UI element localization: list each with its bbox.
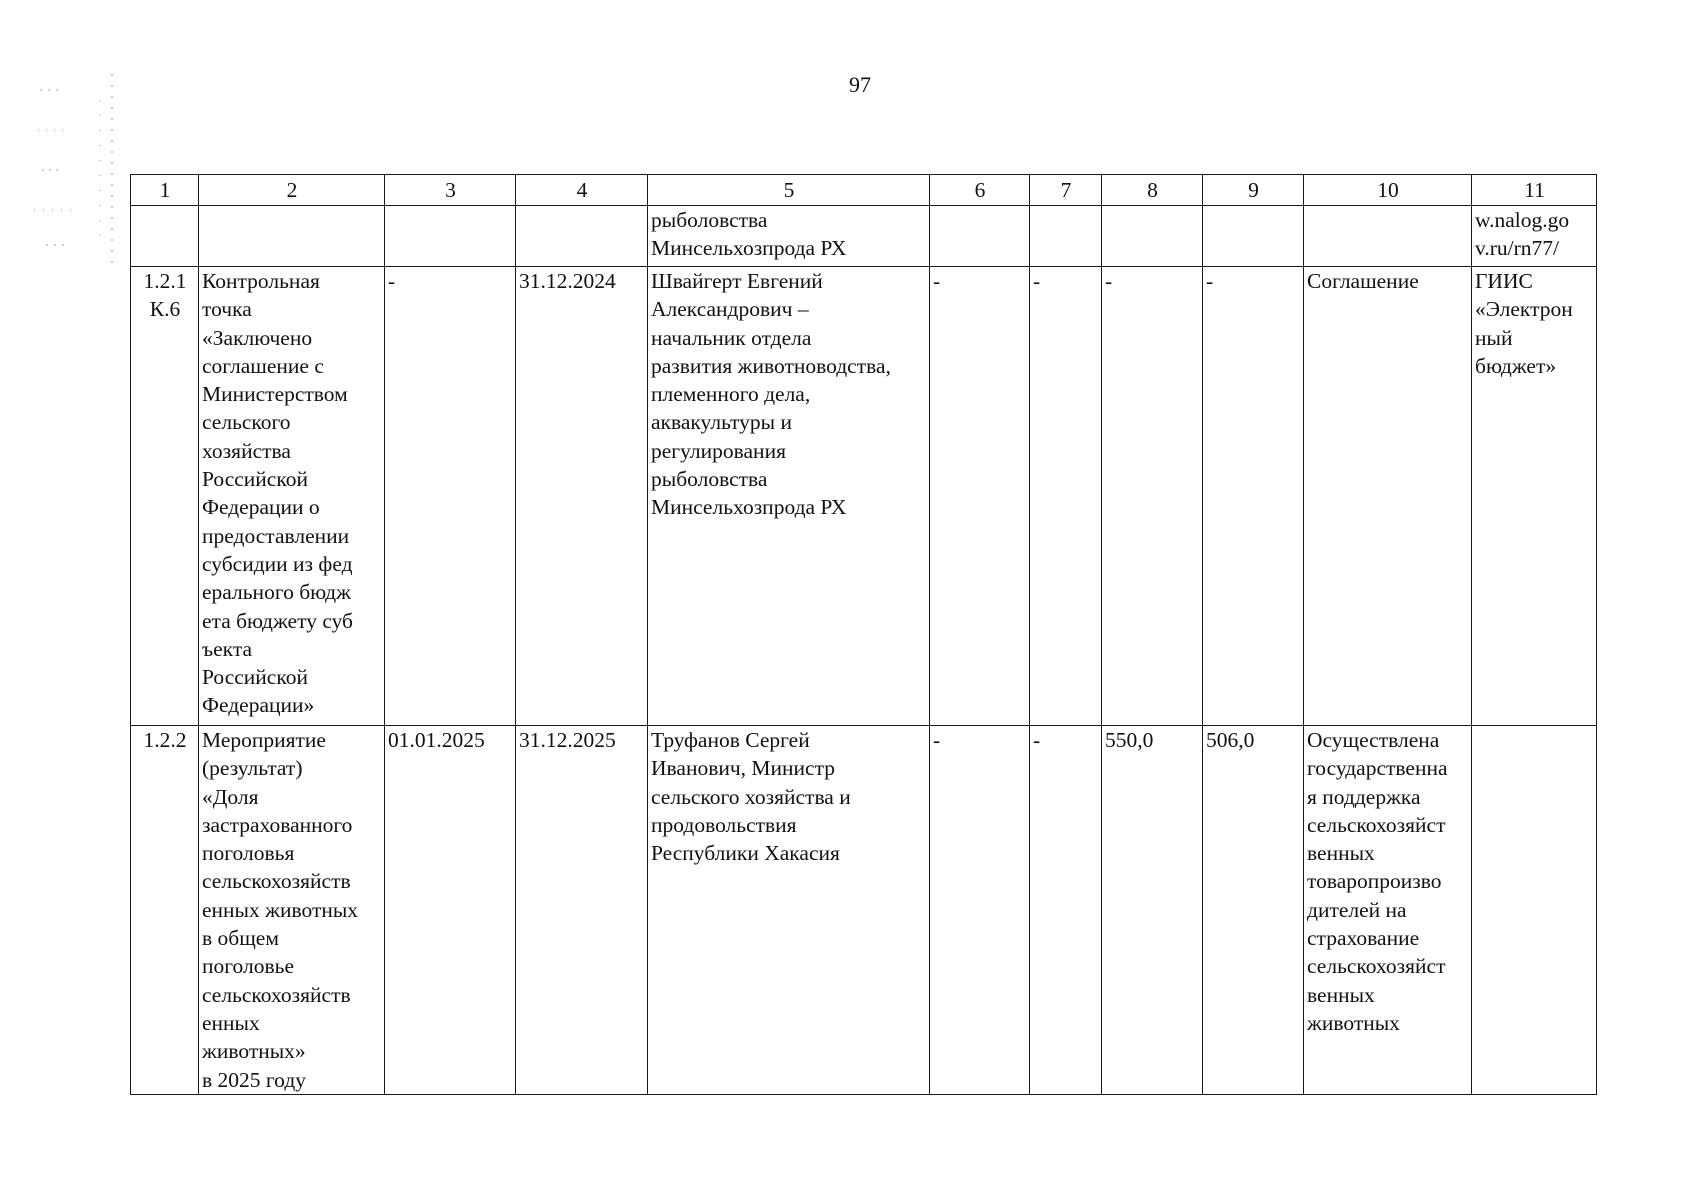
text-line: (результат) bbox=[202, 756, 303, 781]
text-line: ГИИС bbox=[1475, 269, 1533, 293]
text-line: бюджет» bbox=[1475, 353, 1557, 378]
scan-noise-marks bbox=[30, 70, 120, 280]
text-line: точка bbox=[202, 297, 252, 322]
text-line: поголовья bbox=[202, 841, 295, 866]
column-header: 1 bbox=[131, 175, 199, 206]
text-line: 550,0 bbox=[1105, 728, 1154, 752]
text-line: 31.12.2024 bbox=[519, 269, 616, 293]
page-number: 97 bbox=[849, 72, 871, 97]
text-line: 1.2.2 bbox=[143, 728, 187, 752]
text-line: Контрольная bbox=[202, 269, 320, 293]
cell-col9 bbox=[1203, 206, 1304, 267]
cell-number bbox=[131, 206, 199, 267]
cell-start-date bbox=[385, 206, 516, 267]
cell-col8 bbox=[1102, 206, 1203, 267]
column-header: 8 bbox=[1102, 175, 1203, 206]
cell-info-system bbox=[1472, 267, 1597, 726]
cell-col10 bbox=[1304, 206, 1472, 267]
text-line: в 2025 году bbox=[202, 1067, 307, 1092]
text-line: 1.2.1 bbox=[143, 269, 187, 293]
text-line: Александрович – bbox=[651, 297, 809, 322]
text-line: ъекта bbox=[202, 636, 253, 661]
text-line: сельского bbox=[202, 410, 291, 435]
cell-col8 bbox=[1102, 726, 1203, 1095]
text-line: ета бюджету суб bbox=[202, 608, 353, 633]
text-line: v.ru/rn77/ bbox=[1475, 236, 1559, 261]
cell-responsible bbox=[648, 726, 930, 1095]
text-line: «Заключено bbox=[202, 325, 313, 350]
text-line: «Электрон bbox=[1475, 297, 1573, 322]
text-line: племенного дела, bbox=[651, 382, 811, 407]
cell-number bbox=[131, 726, 199, 1095]
text-line: я поддержка bbox=[1307, 784, 1421, 809]
column-header: 10 bbox=[1304, 175, 1472, 206]
text-line: Минсельхозпрода РХ bbox=[651, 236, 847, 261]
text-line: енных животных bbox=[202, 897, 359, 922]
text-line: государственна bbox=[1307, 756, 1448, 781]
column-header: 5 bbox=[648, 175, 930, 206]
text-line: - bbox=[388, 269, 396, 293]
text-line: Республики Хакасия bbox=[651, 841, 840, 866]
cell-name bbox=[199, 726, 385, 1095]
table-row bbox=[131, 267, 1597, 726]
text-line: рыболовства bbox=[651, 208, 768, 232]
cell-col9 bbox=[1203, 267, 1304, 726]
text-line: товаропроизво bbox=[1307, 869, 1442, 894]
text-line: енных bbox=[202, 1010, 260, 1035]
text-line: застрахованного bbox=[202, 812, 353, 837]
text-line: ный bbox=[1475, 325, 1513, 350]
text-line: субсидии из фед bbox=[202, 551, 353, 576]
cell-responsible bbox=[648, 267, 930, 726]
text-line: ерального бюдж bbox=[202, 580, 351, 605]
column-header: 11 bbox=[1472, 175, 1597, 206]
document-table bbox=[130, 174, 1597, 1095]
cell-col10 bbox=[1304, 726, 1472, 1095]
text-line: - bbox=[1033, 269, 1041, 293]
text-line: венных bbox=[1307, 982, 1375, 1007]
cell-col10 bbox=[1304, 267, 1472, 726]
text-line: Соглашение bbox=[1307, 269, 1419, 293]
text-line: в общем bbox=[202, 926, 279, 951]
cell-end-date bbox=[516, 206, 648, 267]
text-line: развития животноводства, bbox=[651, 353, 891, 378]
text-line: сельскохозяйств bbox=[202, 869, 351, 894]
text-line: Российской bbox=[202, 467, 308, 492]
text-line: Минсельхозпрода РХ bbox=[651, 495, 847, 520]
text-line: продовольствия bbox=[651, 812, 797, 837]
column-header: 9 bbox=[1203, 175, 1304, 206]
text-line: «Доля bbox=[202, 784, 259, 809]
text-line: животных bbox=[1307, 1010, 1400, 1035]
text-line: сельскохозяйст bbox=[1307, 954, 1446, 979]
text-line: предоставлении bbox=[202, 523, 350, 548]
column-header: 2 bbox=[199, 175, 385, 206]
text-line: рыболовства bbox=[651, 467, 768, 492]
text-line: Швайгерт Евгений bbox=[651, 269, 823, 293]
cell-col7 bbox=[1030, 726, 1102, 1095]
text-line: Иванович, Министр bbox=[651, 756, 835, 781]
text-line: сельскохозяйств bbox=[202, 982, 351, 1007]
text-line: венных bbox=[1307, 841, 1375, 866]
cell-col7 bbox=[1030, 206, 1102, 267]
text-line: Федерации о bbox=[202, 495, 320, 520]
text-line: хозяйства bbox=[202, 438, 291, 463]
text-line: - bbox=[933, 728, 941, 752]
text-line: - bbox=[933, 269, 941, 293]
text-line: Мероприятие bbox=[202, 728, 326, 752]
cell-info-system bbox=[1472, 206, 1597, 267]
text-line: Труфанов Сергей bbox=[651, 728, 810, 752]
text-line: К.6 bbox=[149, 297, 181, 322]
cell-number bbox=[131, 267, 199, 726]
text-line: поголовье bbox=[202, 954, 294, 979]
text-line: - bbox=[1033, 728, 1041, 752]
text-line: Осуществлена bbox=[1307, 728, 1440, 752]
continuation-row bbox=[131, 206, 1597, 267]
column-header: 7 bbox=[1030, 175, 1102, 206]
text-line: w.nalog.go bbox=[1475, 208, 1570, 232]
text-line: начальник отдела bbox=[651, 325, 812, 350]
text-line: Федерации» bbox=[202, 693, 315, 718]
cell-col6 bbox=[930, 267, 1030, 726]
cell-info-system bbox=[1472, 726, 1597, 1095]
column-number-header-row bbox=[131, 175, 1597, 206]
text-line: Российской bbox=[202, 665, 308, 690]
text-line: животных» bbox=[202, 1039, 306, 1064]
cell-start-date bbox=[385, 267, 516, 726]
table-row bbox=[131, 726, 1597, 1095]
cell-responsible bbox=[648, 206, 930, 267]
cell-col9 bbox=[1203, 726, 1304, 1095]
text-line: сельского хозяйства и bbox=[651, 784, 851, 809]
cell-start-date bbox=[385, 726, 516, 1095]
text-line: соглашение с bbox=[202, 353, 324, 378]
cell-col6 bbox=[930, 726, 1030, 1095]
text-line: - bbox=[1105, 269, 1113, 293]
text-line: регулирования bbox=[651, 438, 786, 463]
cell-col6 bbox=[930, 206, 1030, 267]
cell-name bbox=[199, 267, 385, 726]
text-line: Министерством bbox=[202, 382, 348, 407]
column-header: 3 bbox=[385, 175, 516, 206]
cell-end-date bbox=[516, 726, 648, 1095]
text-line: 01.01.2025 bbox=[388, 728, 485, 752]
text-line: - bbox=[1206, 269, 1214, 293]
text-line: аквакультуры и bbox=[651, 410, 792, 435]
cell-name bbox=[199, 206, 385, 267]
cell-end-date bbox=[516, 267, 648, 726]
text-line: дителей на bbox=[1307, 897, 1407, 922]
text-line: сельскохозяйст bbox=[1307, 812, 1446, 837]
text-line: 31.12.2025 bbox=[519, 728, 616, 752]
text-line: страхование bbox=[1307, 926, 1420, 951]
column-header: 6 bbox=[930, 175, 1030, 206]
column-header: 4 bbox=[516, 175, 648, 206]
cell-col7 bbox=[1030, 267, 1102, 726]
text-line: 506,0 bbox=[1206, 728, 1255, 752]
cell-col8 bbox=[1102, 267, 1203, 726]
